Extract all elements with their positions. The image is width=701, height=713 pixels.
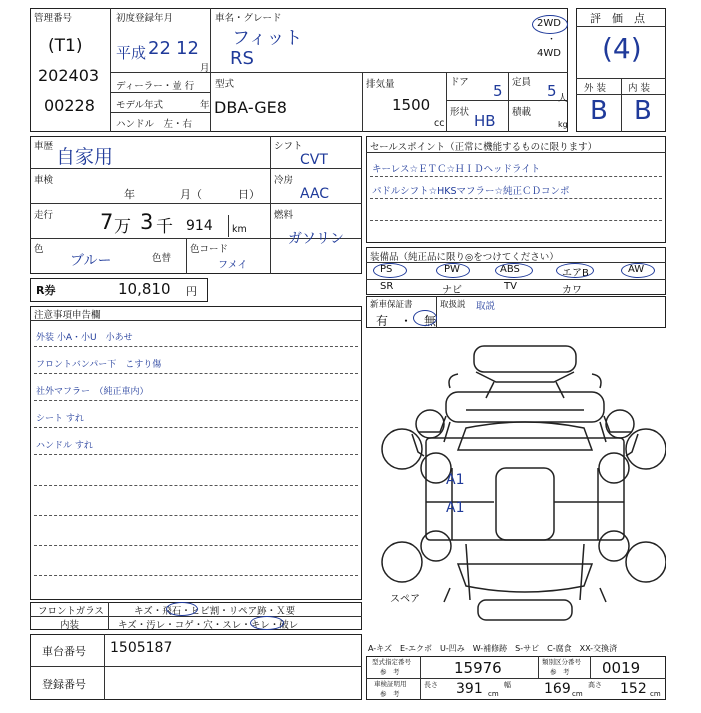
type-label: 型式指定番号 [372,658,411,666]
divider [621,78,622,132]
load-label: 積載 [512,107,532,118]
divider [370,198,662,199]
kanri-num2: 00228 [44,96,95,115]
equip-abs-circle [495,263,533,278]
equip-aw: AW [628,264,645,275]
divider [228,215,229,237]
shaken-year: 年 [124,188,135,201]
door-label: ドア [450,77,469,88]
ac-label: 冷房 [274,175,294,186]
cert-sankou: 参 考 [380,690,400,698]
reg-year: 22 [148,38,171,59]
shaken-month: 月（ [180,188,202,201]
note-line-2: フロントバンパー下 こすり傷 [36,360,162,370]
height-label: 高さ [588,681,602,689]
equip-ps: PS [380,264,393,275]
interior-circle [250,616,284,630]
type-number: 15976 [454,659,502,677]
note-line-4: シート すれ [36,414,84,424]
equip-ps-circle [373,263,407,278]
handle-label: ハンドル 左・右 [116,119,193,130]
notes-frame [30,306,362,600]
divider [370,176,662,177]
equip-abs: ABS [500,264,520,275]
damage-legend: A-キズ E-エクボ U-凹み W-補修跡 S-サビ C-腐食 XX-交換済 [368,644,618,653]
capacity-unit: 人 [558,93,568,104]
divider [34,373,358,374]
dealer-label: ディーラー・並 行 [116,81,195,92]
divider [538,656,539,678]
reg-label: 登録番号 [42,678,86,691]
kg-unit: kg [558,120,568,129]
int-grade: B [634,96,652,126]
divider [436,296,437,328]
rken-label: R券 [36,284,56,297]
era: 平成 [116,44,147,62]
name-label: 車名・グレード [215,13,282,24]
manual-label: 取扱説 [440,300,466,310]
divider [110,112,210,113]
divider [508,72,509,132]
glass-label: フロントガラス [38,606,104,617]
shift-value: CVT [300,152,328,168]
equip-leather: カワ [562,285,582,296]
divider [366,678,666,679]
sales-line2: パドルシフト☆HKSマフラー☆純正ＣＤコンポ [372,186,570,197]
fuel-value: ガソリン [288,231,344,247]
equipment-label: 装備品（純正品に限り◎をつけてください） [370,252,559,263]
mileage-label: 走行 [34,210,54,221]
divider [366,279,666,280]
shape-label: 形状 [450,107,470,118]
class-label: 類別区分番号 [542,658,581,666]
mileage-man-num: 7 [100,210,114,234]
divider [446,72,447,132]
shape: HB [474,112,496,130]
notes-label: 注意事項申告欄 [34,310,101,321]
divider [34,454,358,455]
divider [34,346,358,347]
divider [34,545,358,546]
grade-score: (4) [602,32,642,65]
shaken-day: 日） [238,188,260,201]
divider [34,427,358,428]
interior-options: キズ・汚レ・コゲ・穴・スレ・キレ・破レ [118,620,299,631]
grade-label: 評 価 点 [590,12,645,25]
divider [34,400,358,401]
equip-pw-circle [436,263,470,278]
car-grade: RS [230,48,254,69]
cert-label: 車検証明用 [374,680,407,688]
divider [270,136,271,274]
divider [370,220,662,221]
katashiki-label: 型式 [215,79,235,90]
mileage-man: 万 [114,217,131,237]
drive-4wd: 4WD [537,48,561,59]
divider [110,72,568,73]
km-unit: km [232,224,247,235]
warranty-label: 新車保証書 [370,300,413,310]
doors: 5 [493,82,503,100]
divider [108,602,109,630]
width: 169 [544,681,571,697]
divider [110,92,210,93]
fuel-label: 燃料 [274,210,294,221]
drive-2wd: 2WD [537,18,561,29]
shaken-label: 車検 [34,175,54,186]
model-year-label: モデル年式 [116,100,164,111]
divider [30,203,362,204]
warranty-value: 有 ・ 無 [376,314,437,328]
length-unit: cm [488,690,499,698]
length-label: 長さ [424,681,438,689]
sales-label: セールスポイント（正常に機能するものに限ります） [370,142,598,153]
glass-options: キズ・飛石・ヒビ割・リペア跡・Ｘ要 [134,606,296,617]
kanri-code: (T1) [48,36,83,56]
divider [362,72,363,132]
type-sankou: 参 考 [380,668,400,676]
ext-label: 外 装 [584,83,607,94]
divider [110,8,111,132]
equip-pw: PW [444,264,460,275]
chassis-label: 車台番号 [42,645,86,658]
rken-amount: 10,810 [118,280,171,298]
note-line-1: 外装 小A・小U 小あせ [36,333,133,343]
equip-sr: SR [380,281,394,292]
equip-airbag-circle [556,263,594,278]
divider [576,26,666,27]
height: 152 [620,681,647,697]
int-label: 内 装 [628,83,651,94]
color-code-label: 色コード [190,244,229,255]
manual-value: 取説 [476,301,496,312]
mileage-rest: 914 [186,218,213,234]
divider [420,656,421,700]
divider [34,575,358,576]
equip-navi: ナビ [442,285,462,296]
sales-line1: キーレス☆ＥＴＣ☆ＨＩＤヘッドライト [372,164,541,175]
interior-label: 内装 [60,620,80,631]
divider [446,100,568,101]
damage-mark-2: A1 [446,500,465,516]
divider [30,666,362,667]
divider [210,8,211,132]
width-label: 幅 [504,681,511,689]
ext-grade: B [590,96,608,126]
ac-value: AAC [300,186,330,202]
divider [34,515,358,516]
length: 391 [456,681,483,697]
class-number: 0019 [602,659,641,677]
rken-unit: 円 [186,285,197,298]
height-unit: cm [650,690,661,698]
damage-mark-1: A1 [446,472,465,488]
month-unit: 月 [200,63,210,74]
width-unit: cm [572,690,583,698]
history-value: 自家用 [56,146,114,168]
chassis-number: 1505187 [110,640,173,656]
color-change-label: 色替 [152,253,172,264]
history-label: 車歴 [34,141,54,152]
kanri-num1: 202403 [38,66,100,85]
cc-unit: cc [434,118,445,129]
color-value: ブルー [70,253,112,269]
reg-month: 12 [176,38,199,59]
note-line-5: ハンドル すれ [36,441,93,451]
divider [590,656,591,678]
warranty-circle [413,310,437,326]
mileage-sen-num: 3 [140,210,154,234]
displacement-label: 排気量 [366,79,395,90]
car-diagram [366,332,666,632]
shift-label: シフト [274,141,303,152]
katashiki: DBA-GE8 [214,98,287,117]
equip-tv: TV [504,281,517,292]
divider [186,238,187,274]
divider [104,634,105,700]
note-line-3: 社外マフラー （純正車内） [36,387,149,397]
drive-dot: ・ [547,35,557,45]
capacity: 5 [547,82,557,100]
divider [34,485,358,486]
equip-aw-circle [621,263,655,278]
model-year-unit: 年 [200,100,210,111]
first-reg-label: 初度登録年月 [116,13,174,24]
color-code: フメイ [218,260,248,271]
class-sankou: 参 考 [550,668,570,676]
glass-circle [166,602,198,616]
car-name: フィット [232,28,303,49]
spare-label: スペア [390,594,420,605]
kanri-label: 管理番号 [34,13,73,24]
displacement: 1500 [392,96,431,114]
mileage-sen: 千 [156,217,173,237]
capacity-label: 定員 [512,77,532,88]
color-label: 色 [34,244,44,255]
equip-airbag: エアB [562,268,589,279]
